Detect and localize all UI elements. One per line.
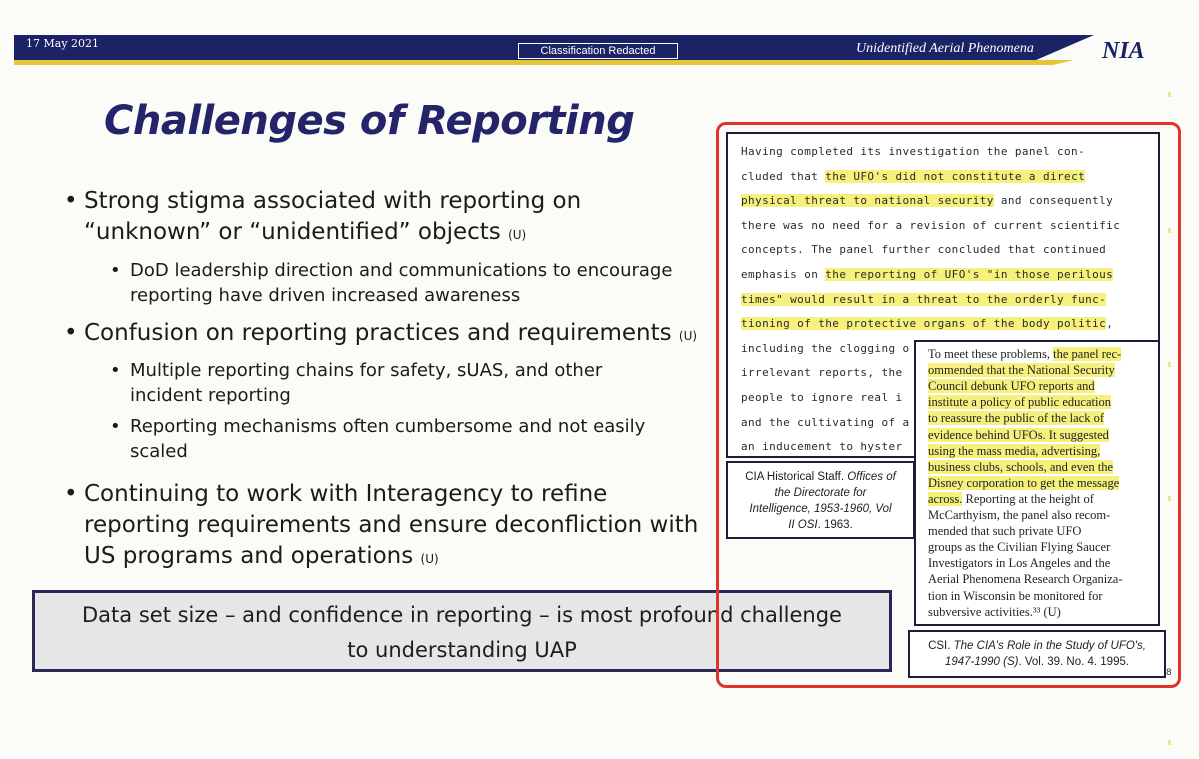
text: Aerial Phenomena Research Organiza- xyxy=(928,572,1123,587)
csi-line xyxy=(928,572,1122,587)
text: cluded that xyxy=(741,169,826,183)
memo-line xyxy=(741,391,903,404)
text: McCarthyism, the panel also recom- xyxy=(928,508,1111,522)
memo-line xyxy=(741,366,903,379)
sub-bullet-dot: • xyxy=(110,360,121,381)
scan-mark xyxy=(1168,228,1171,233)
csi-line xyxy=(928,524,1081,539)
memo-line xyxy=(741,268,1113,281)
memo-line xyxy=(741,440,903,453)
bullet-2-sub-2: Reporting mechanisms often cumbersome and not easily scaled xyxy=(130,416,646,462)
bullet-2-sub-1: Multiple reporting chains for safety, sUAS, and other incident reporting xyxy=(130,360,603,406)
csi-line xyxy=(928,605,1061,620)
highlighted-text: tioning of the protective organs of the body politic xyxy=(741,317,1107,331)
memo-line xyxy=(741,243,1106,256)
highlighted-text: the UFO's did not constitute a direct xyxy=(825,169,1086,183)
highlighted-text: across. xyxy=(928,491,963,506)
text: subversive activities.³³ (U) xyxy=(928,604,1061,619)
csi-line xyxy=(928,589,1103,604)
bullet-1-sub-1: DoD leadership direction and communications to encourage reporting have driven increased awareness xyxy=(130,260,673,306)
text: people to ignore real i xyxy=(741,391,903,404)
text: emphasis on xyxy=(741,268,826,281)
highlighted-text: the reporting of UFO's "in those perilous xyxy=(825,268,1114,281)
text: concepts. The panel further concluded that continued xyxy=(741,243,1107,257)
memo-line xyxy=(741,342,910,355)
bullet-dot: • xyxy=(64,188,78,214)
csi-line xyxy=(928,428,1109,443)
csi-line xyxy=(928,540,1110,555)
text: including the clogging o xyxy=(741,341,910,355)
csi-line xyxy=(928,395,1111,410)
text: groups as the Civilian Flying Saucer xyxy=(928,540,1111,555)
highlighted-text: using the mass media, advertising, xyxy=(928,443,1101,458)
classification-marking: (U) xyxy=(678,329,698,343)
highlighted-text: Council debunk UFO reports and xyxy=(928,379,1095,394)
memo-line xyxy=(741,416,910,429)
text: Having completed its investigation the panel con- xyxy=(741,145,1086,158)
text: there was no need for a revision of current scientific xyxy=(741,218,1121,232)
sub-bullet-dot: • xyxy=(110,416,121,437)
csi-line xyxy=(928,363,1115,378)
highlighted-text: to reassure the public of the lack of xyxy=(928,411,1104,426)
memo-line xyxy=(741,219,1120,232)
memo-line xyxy=(741,293,1106,306)
highlighted-text: times" would result in a threat to the orderly func- xyxy=(741,292,1107,306)
csi-line xyxy=(928,508,1110,523)
classification-marking: (U) xyxy=(420,552,439,566)
memo-citation: CIA Historical Staff. Offices of the Directorate for Intelligence, 1953-1960, Vol II OSI. 1963. xyxy=(726,461,915,539)
text: , xyxy=(1106,317,1114,331)
classification-marking: (U) xyxy=(508,228,527,242)
csi-line xyxy=(928,556,1110,571)
bullet-2: Confusion on reporting practices and requirements (U) xyxy=(84,320,698,346)
sub-bullet-dot: • xyxy=(110,260,121,281)
highlighted-text: institute a policy of public education xyxy=(928,395,1111,410)
text: tion in Wisconsin be monitored for xyxy=(928,588,1103,603)
memo-line xyxy=(741,170,1085,183)
header-date: 17 May 2021 xyxy=(26,37,100,50)
conclusion-box: Data set size – and confidence in reporting – is most profound challenge to understanding UAP xyxy=(32,590,892,672)
csi-line xyxy=(928,347,1121,362)
memo-line xyxy=(741,145,1085,158)
bullet-3: Continuing to work with Interagency to refine reporting requirements and ensure deconfliction with US programs and operations (U) xyxy=(84,481,699,569)
scan-mark xyxy=(1168,496,1171,501)
header-gold-stripe xyxy=(14,60,1074,65)
program-title: Unidentified Aerial Phenomena xyxy=(856,41,1034,56)
highlighted-text: Disney corporation to get the message xyxy=(928,475,1120,490)
org-logo: NIA xyxy=(1102,38,1145,64)
highlighted-text: evidence behind UFOs. It suggested xyxy=(928,427,1109,442)
scan-mark xyxy=(1168,362,1171,367)
text: and the cultivating of a xyxy=(741,415,910,429)
csi-line xyxy=(928,444,1100,459)
bullet-dot: • xyxy=(64,320,78,346)
csi-citation: CSI. The CIA's Role in the Study of UFO's, 1947-1990 (S). Vol. 39. No. 4. 1995. xyxy=(908,630,1166,678)
memo-line xyxy=(741,317,1113,330)
bullet-1: Strong stigma associated with reporting on “unknown” or “unidentified” objects (U) xyxy=(84,188,582,245)
text: mended that such private UFO xyxy=(928,524,1082,539)
text: and consequently xyxy=(993,194,1114,208)
csi-line xyxy=(928,476,1119,491)
bullet-dot: • xyxy=(64,481,78,507)
csi-line xyxy=(928,492,1094,507)
csi-line xyxy=(928,379,1095,394)
memo-line xyxy=(741,194,1113,207)
text: an inducement to hyster xyxy=(741,440,903,454)
slide-title: Challenges of Reporting xyxy=(104,98,635,144)
highlighted-text: ommended that the National Security xyxy=(928,363,1115,378)
text: To meet these problems, xyxy=(928,347,1054,361)
highlighted-text: the panel rec- xyxy=(1053,347,1122,361)
page-number: 8 xyxy=(1166,668,1172,678)
csi-line xyxy=(928,411,1104,426)
scan-mark xyxy=(1168,740,1171,745)
text: Investigators in Los Angeles and the xyxy=(928,556,1111,571)
scan-mark xyxy=(1168,92,1171,97)
highlighted-text: business clubs, schools, and even the xyxy=(928,459,1114,474)
text: irrelevant reports, the xyxy=(741,366,903,380)
classification-banner: Classification Redacted xyxy=(518,43,678,59)
text: Reporting at the height of xyxy=(962,491,1094,506)
highlighted-text: physical threat to national security xyxy=(741,194,994,208)
csi-line xyxy=(928,460,1113,475)
